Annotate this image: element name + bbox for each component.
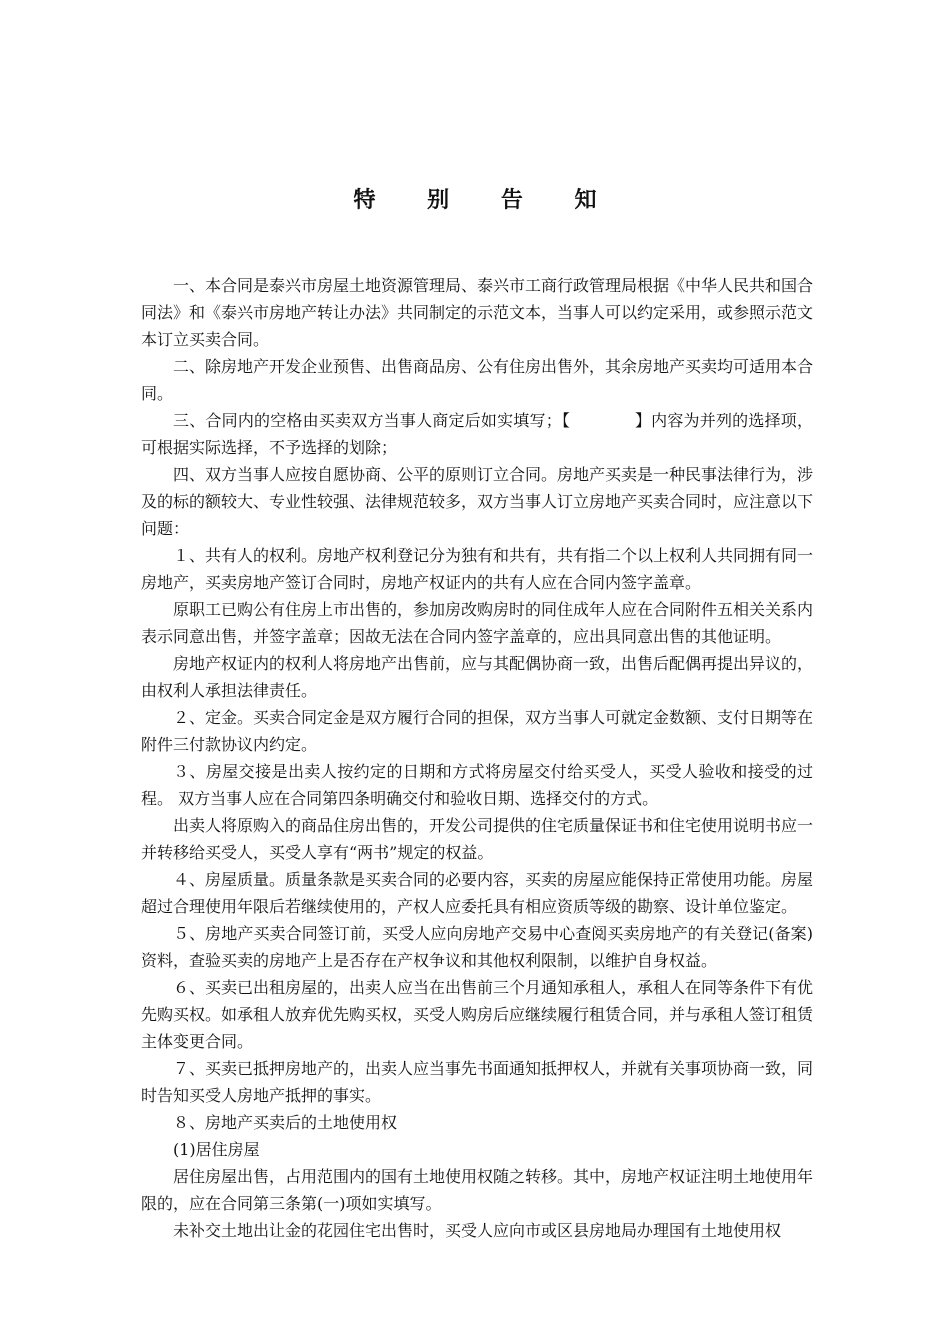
paragraph-9: ３、房屋交接是出卖人按约定的日期和方式将房屋交付给买受人，买受人验收和接受的过程。 双方当事人应在合同第四条明确交付和验收日期、选择交付的方式。 (141, 762, 813, 808)
paragraph-11: ４、房屋质量。质量条款是买卖合同的必要内容，买卖的房屋应能保持正常使用功能。房屋超过合理使用年限后若继续使用的，产权人应委托具有相应资质等级的勘察、设计单位鉴定。 (141, 870, 814, 916)
paragraph-7: 房地产权证内的权利人将房地产出售前，应与其配偶协商一致，出售后配偶再提出异议的，由权利人承担法律责任。 (141, 654, 814, 700)
paragraph-16: (1)居住房屋 (173, 1140, 260, 1159)
paragraph-5: １、共有人的权利。房地产权利登记分为独有和共有，共有指二个以上权利人共同拥有同一房地产，买卖房地产签订合同时，房地产权证内的共有人应在合同内签字盖章。 (141, 546, 814, 592)
page-title: 特 别 告 知 (353, 187, 619, 213)
notice-body (141, 272, 813, 1244)
paragraph-18: 未补交土地出让金的花园住宅出售时，买受人应向市或区县房地局办理国有土地使用权 (173, 1221, 782, 1240)
paragraph-4: 四、双方当事人应按自愿协商、公平的原则订立合同。房地产买卖是一种民事法律行为，涉及的标的额较大、专业性较强、法律规范较多，双方当事人订立房地产买卖合同时，应注意以下问题： (141, 465, 814, 538)
paragraph-17: 居住房屋出售，占用范围内的国有土地使用权随之转移。其中，房地产权证注明土地使用年限的，应在合同第三条第(一)项如实填写。 (141, 1167, 814, 1213)
paragraph-13: ６、买卖已出租房屋的，出卖人应当在出售前三个月通知承租人，承租人在同等条件下有优先购买权。如承租人放弃优先购买权，买受人购房后应继续履行租赁合同，并与承租人签订租赁主体变更合同。 (141, 978, 814, 1051)
paragraph-8: ２、定金。买卖合同定金是双方履行合同的担保，双方当事人可就定金数额、支付日期等在附件三付款协议内约定。 (141, 708, 814, 754)
paragraph-6: 原职工已购公有住房上市出售的，参加房改购房时的同住成年人应在合同附件五相关关系内表示同意出售，并签字盖章；因故无法在合同内签字盖章的，应出具同意出售的其他证明。 (141, 600, 814, 646)
paragraph-10: 出卖人将原购入的商品住房出售的，开发公司提供的住宅质量保证书和住宅使用说明书应一并转移给买受人，买受人享有“两书”规定的权益。 (141, 816, 814, 862)
paragraph-2: 二、除房地产开发企业预售、出售商品房、公有住房出售外，其余房地产买卖均可适用本合同。 (141, 357, 814, 403)
paragraph-15: ８、房地产买卖后的土地使用权 (173, 1113, 398, 1132)
paragraph-3: 三、合同内的空格由买卖双方当事人商定后如实填写；【 】内容为并列的选择项，可根据实际选择，不予选择的划除； (141, 411, 813, 457)
paragraph-14: ７、买卖已抵押房地产的，出卖人应当事先书面通知抵押权人，并就有关事项协商一致，同时告知买受人房地产抵押的事实。 (141, 1059, 814, 1105)
paragraph-1: 一、本合同是泰兴市房屋土地资源管理局、泰兴市工商行政管理局根据《中华人民共和国合同法》和《泰兴市房地产转让办法》共同制定的示范文本，当事人可以约定采用，或参照示范文本订立买卖合同。 (141, 276, 814, 349)
paragraph-12: ５、房地产买卖合同签订前，买受人应向房地产交易中心查阅买卖房地产的有关登记(备案)资料，查验买卖的房地产上是否存在产权争议和其他权利限制，以维护自身权益。 (141, 924, 813, 970)
